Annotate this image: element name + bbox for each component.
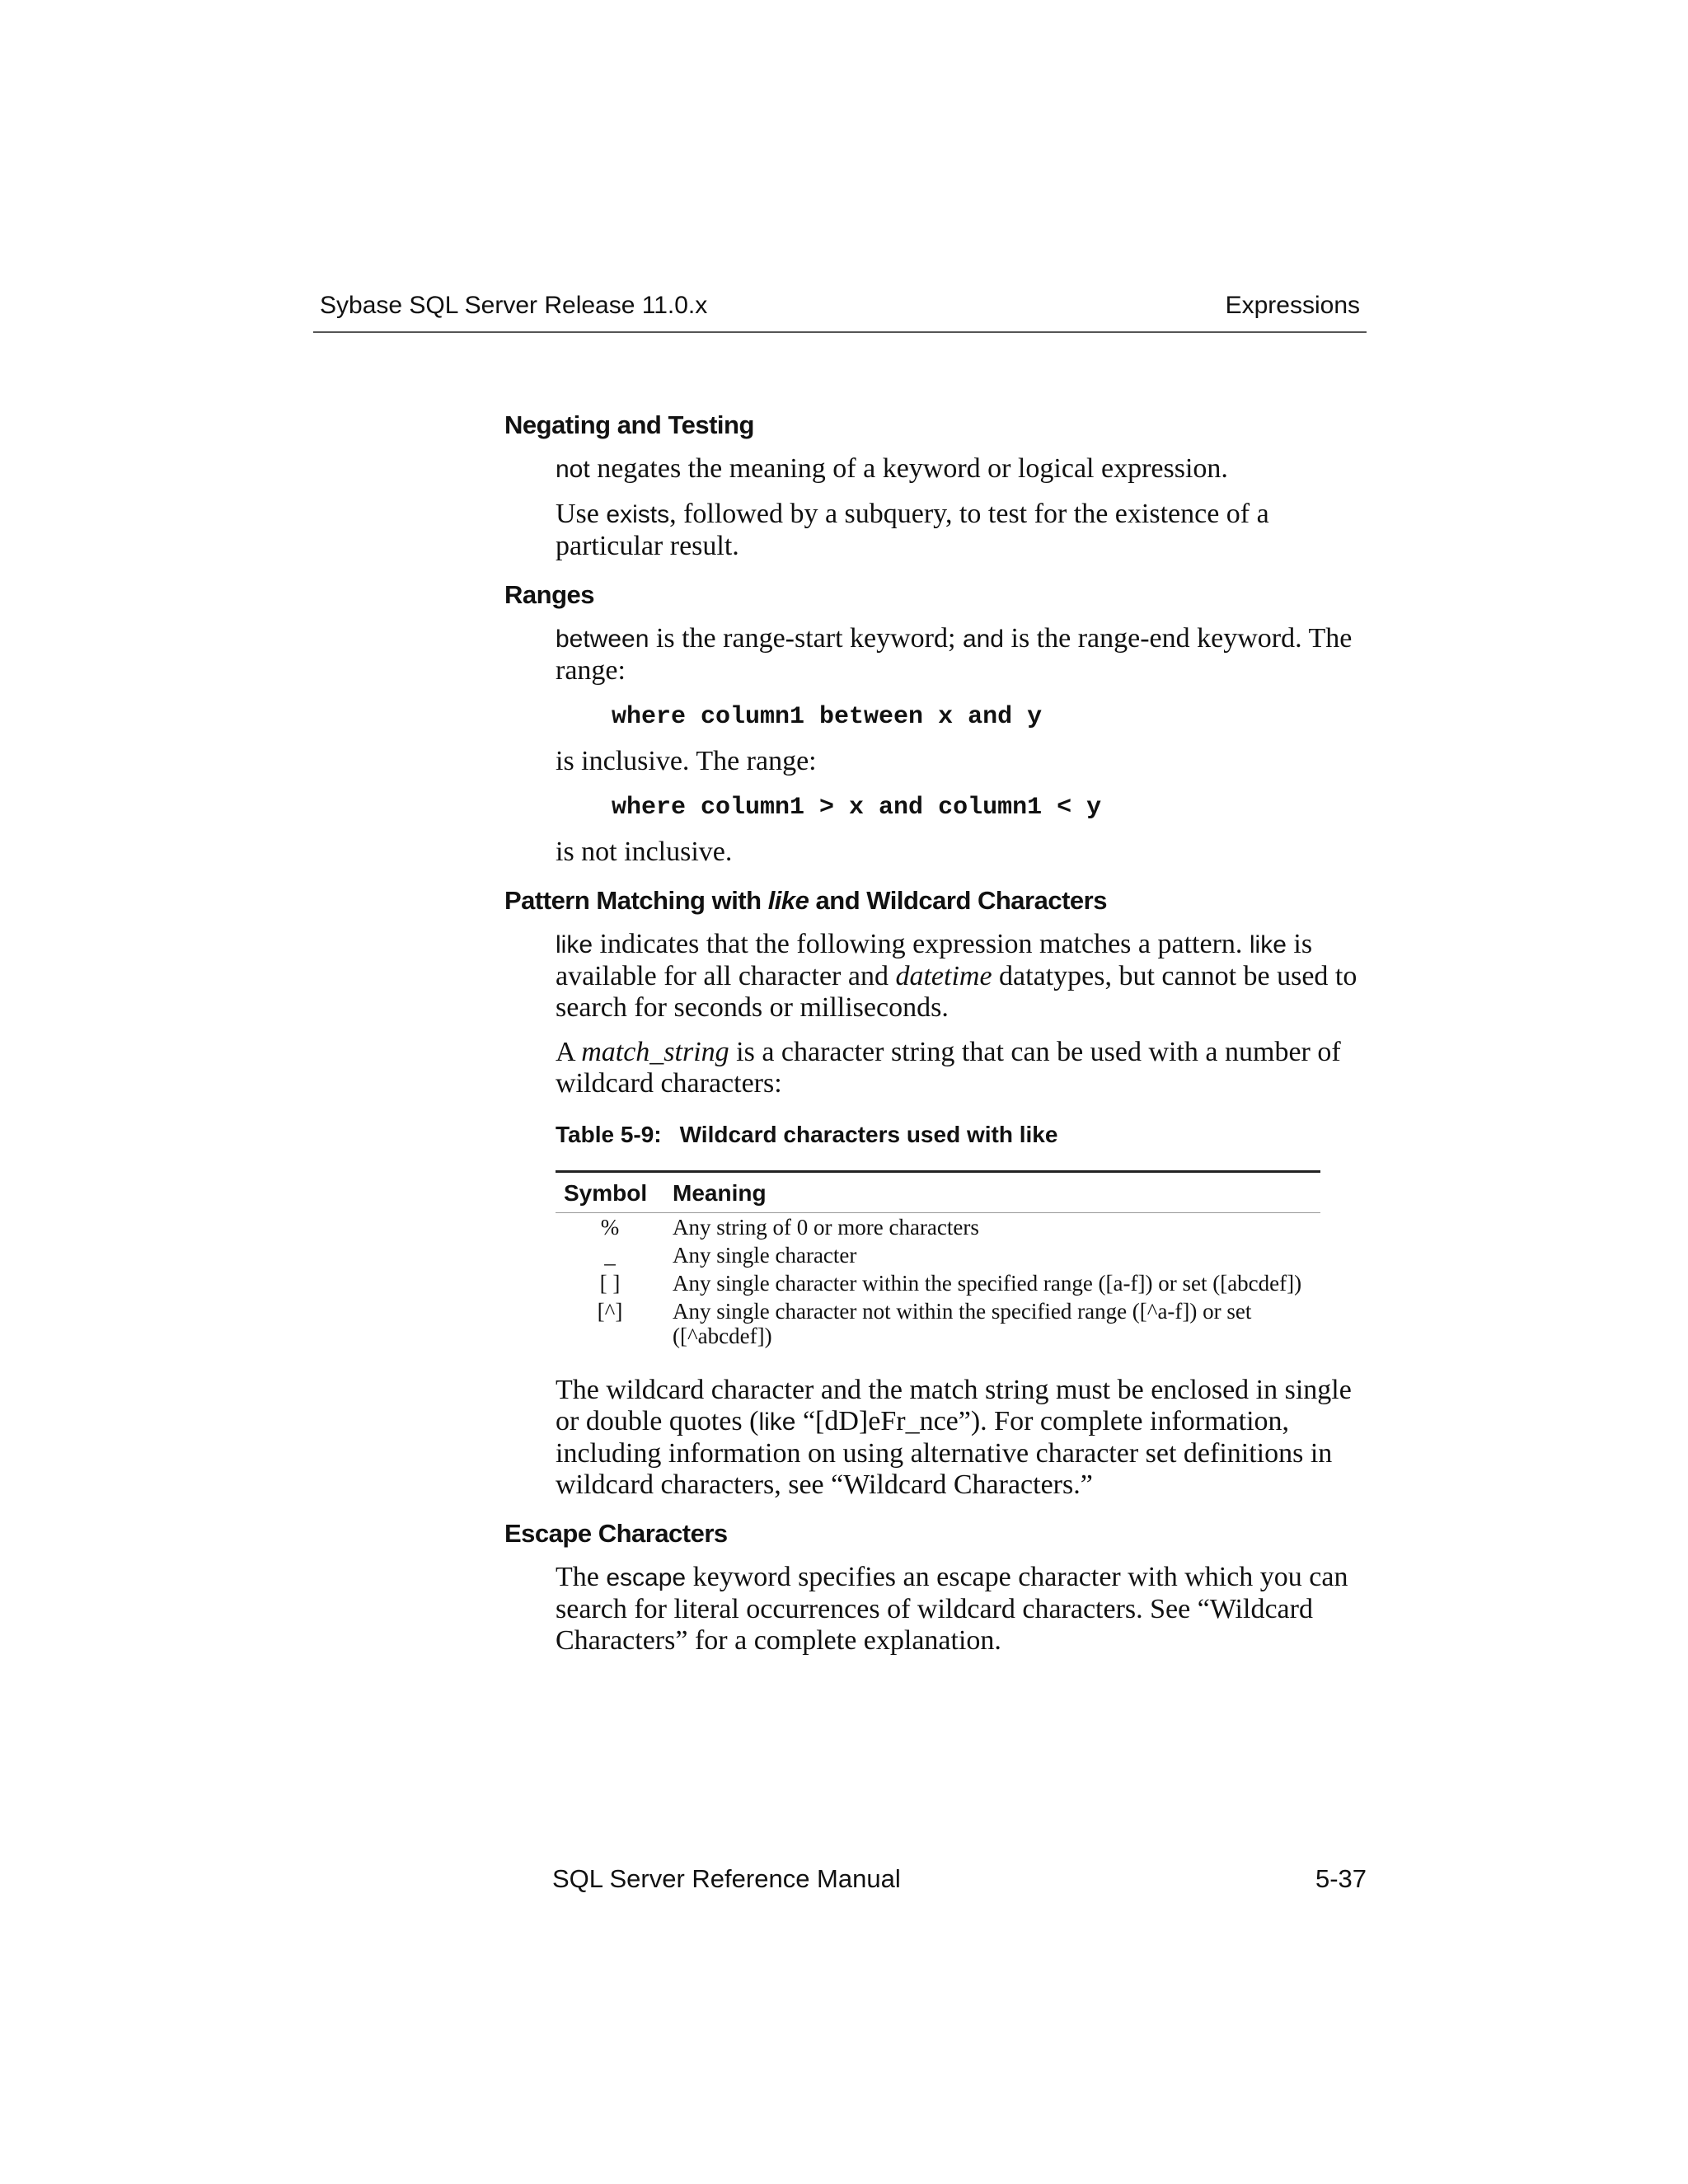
- heading-pattern-matching: [504, 886, 1370, 916]
- meaning-cell: Any single character within the specified range ([a-f]) or set ([abcdef]): [673, 1271, 1302, 1296]
- paragraph-not-inclusive: is not inclusive.: [556, 837, 733, 867]
- heading-escape: Escape Characters: [504, 1519, 728, 1548]
- table-title: Wildcard characters used with like: [679, 1122, 1058, 1147]
- heading-text: and Wildcard Characters: [809, 886, 1107, 915]
- running-footer: [552, 1864, 1367, 1894]
- paragraph-like: [556, 929, 1370, 1024]
- table-caption: [556, 1119, 1370, 1151]
- section-negating: [504, 410, 1370, 562]
- italic-datetime: datetime: [895, 961, 992, 991]
- section-body: [556, 623, 1370, 868]
- section-body: [556, 1562, 1370, 1657]
- symbol-cell: [ ]: [599, 1271, 621, 1296]
- heading-text: Pattern Matching with: [504, 886, 768, 915]
- keyword-like: like: [1249, 931, 1287, 958]
- keyword-exists: exists: [606, 501, 670, 528]
- footer-manual-title: SQL Server Reference Manual: [552, 1864, 901, 1893]
- paragraph-text: negates the meaning of a keyword or logical expression.: [589, 453, 1228, 484]
- table-row: [556, 1213, 1320, 1242]
- keyword-and: and: [962, 626, 1004, 653]
- symbol-cell: _: [604, 1243, 616, 1268]
- meaning-cell: Any single character not within the specified range ([^a-f]) or set ([^abcdef]): [673, 1299, 1252, 1348]
- heading-ranges: Ranges: [504, 580, 594, 609]
- italic-match-string: match_string: [581, 1037, 729, 1067]
- paragraph-text: is the range-start keyword;: [649, 623, 963, 654]
- paragraph-text: is a character string that can be used with a number of wildcard characters:: [556, 1037, 1341, 1099]
- keyword-not: not: [556, 456, 590, 483]
- column-header-meaning: Meaning: [664, 1172, 1320, 1213]
- paragraph-text: is available for all character and: [556, 929, 1313, 991]
- section-pattern-matching: [504, 886, 1370, 1501]
- column-header-symbol: Symbol: [556, 1172, 664, 1213]
- paragraph-inclusive: is inclusive. The range:: [556, 746, 817, 776]
- paragraph-text: keyword specifies an escape character with which you can search for literal occurrences of wildcard characters. See “Wildcard Characters” for a complete explanation.: [556, 1562, 1348, 1656]
- symbol-cell: %: [600, 1215, 620, 1240]
- keyword-like: like: [556, 931, 593, 958]
- paragraph-text: A: [556, 1037, 582, 1067]
- table-row: [556, 1241, 1320, 1269]
- paragraph-text: , followed by a subquery, to test for the existence of a particular result.: [556, 499, 1269, 561]
- page-number: 5-37: [1315, 1864, 1367, 1893]
- keyword-like: like: [758, 1408, 796, 1436]
- heading-negating: Negating and Testing: [504, 410, 754, 439]
- paragraph-escape: [556, 1562, 1370, 1657]
- paragraph-text: indicates that the following expression matches a pattern.: [593, 929, 1250, 959]
- table-number: Table 5-9:: [556, 1122, 662, 1147]
- meaning-cell: Any single character: [673, 1243, 857, 1268]
- meaning-cell: Any string of 0 or more characters: [673, 1215, 979, 1240]
- paragraph-text: is the range-end keyword. The range:: [556, 623, 1353, 686]
- keyword-between: between: [556, 626, 649, 653]
- wildcard-table: [556, 1170, 1320, 1350]
- header-chapter-title: Expressions: [1225, 292, 1360, 319]
- table-row: [556, 1269, 1320, 1297]
- paragraph-not: [556, 453, 1370, 485]
- paragraph-exists: [556, 499, 1370, 562]
- paragraph-text: “[dD]eFr_nce”). For complete information, including information on using alternative character set definitions in wildcard characters, see “Wildcard Characters.”: [556, 1406, 1333, 1500]
- paragraph-match-string: [556, 1037, 1370, 1099]
- code-example-comparison: where column1 > x and column1 < y: [612, 794, 1102, 822]
- code-example-between: where column1 between x and y: [612, 703, 1043, 731]
- heading-keyword-like: like: [767, 886, 809, 915]
- section-ranges: [504, 580, 1370, 868]
- symbol-cell: [^]: [597, 1299, 623, 1324]
- paragraph-text: datatypes, but cannot be used to search for seconds or milliseconds.: [556, 961, 1357, 1023]
- keyword-escape: escape: [606, 1564, 687, 1591]
- header-book-title: Sybase SQL Server Release 11.0.x: [320, 292, 708, 319]
- section-body: [556, 453, 1370, 562]
- section-escape: [504, 1519, 1370, 1657]
- paragraph-quotes: [556, 1375, 1370, 1501]
- table-header-row: [556, 1172, 1320, 1213]
- table-row: [556, 1297, 1320, 1350]
- section-body: [556, 929, 1370, 1501]
- paragraph-text: The: [556, 1562, 607, 1592]
- paragraph-text: Use: [556, 499, 607, 529]
- running-header: [313, 290, 1367, 333]
- paragraph-between: [556, 623, 1370, 687]
- page-content: [504, 410, 1370, 1675]
- paragraph-text: The wildcard character and the match string must be enclosed in single or double quotes (: [556, 1375, 1352, 1436]
